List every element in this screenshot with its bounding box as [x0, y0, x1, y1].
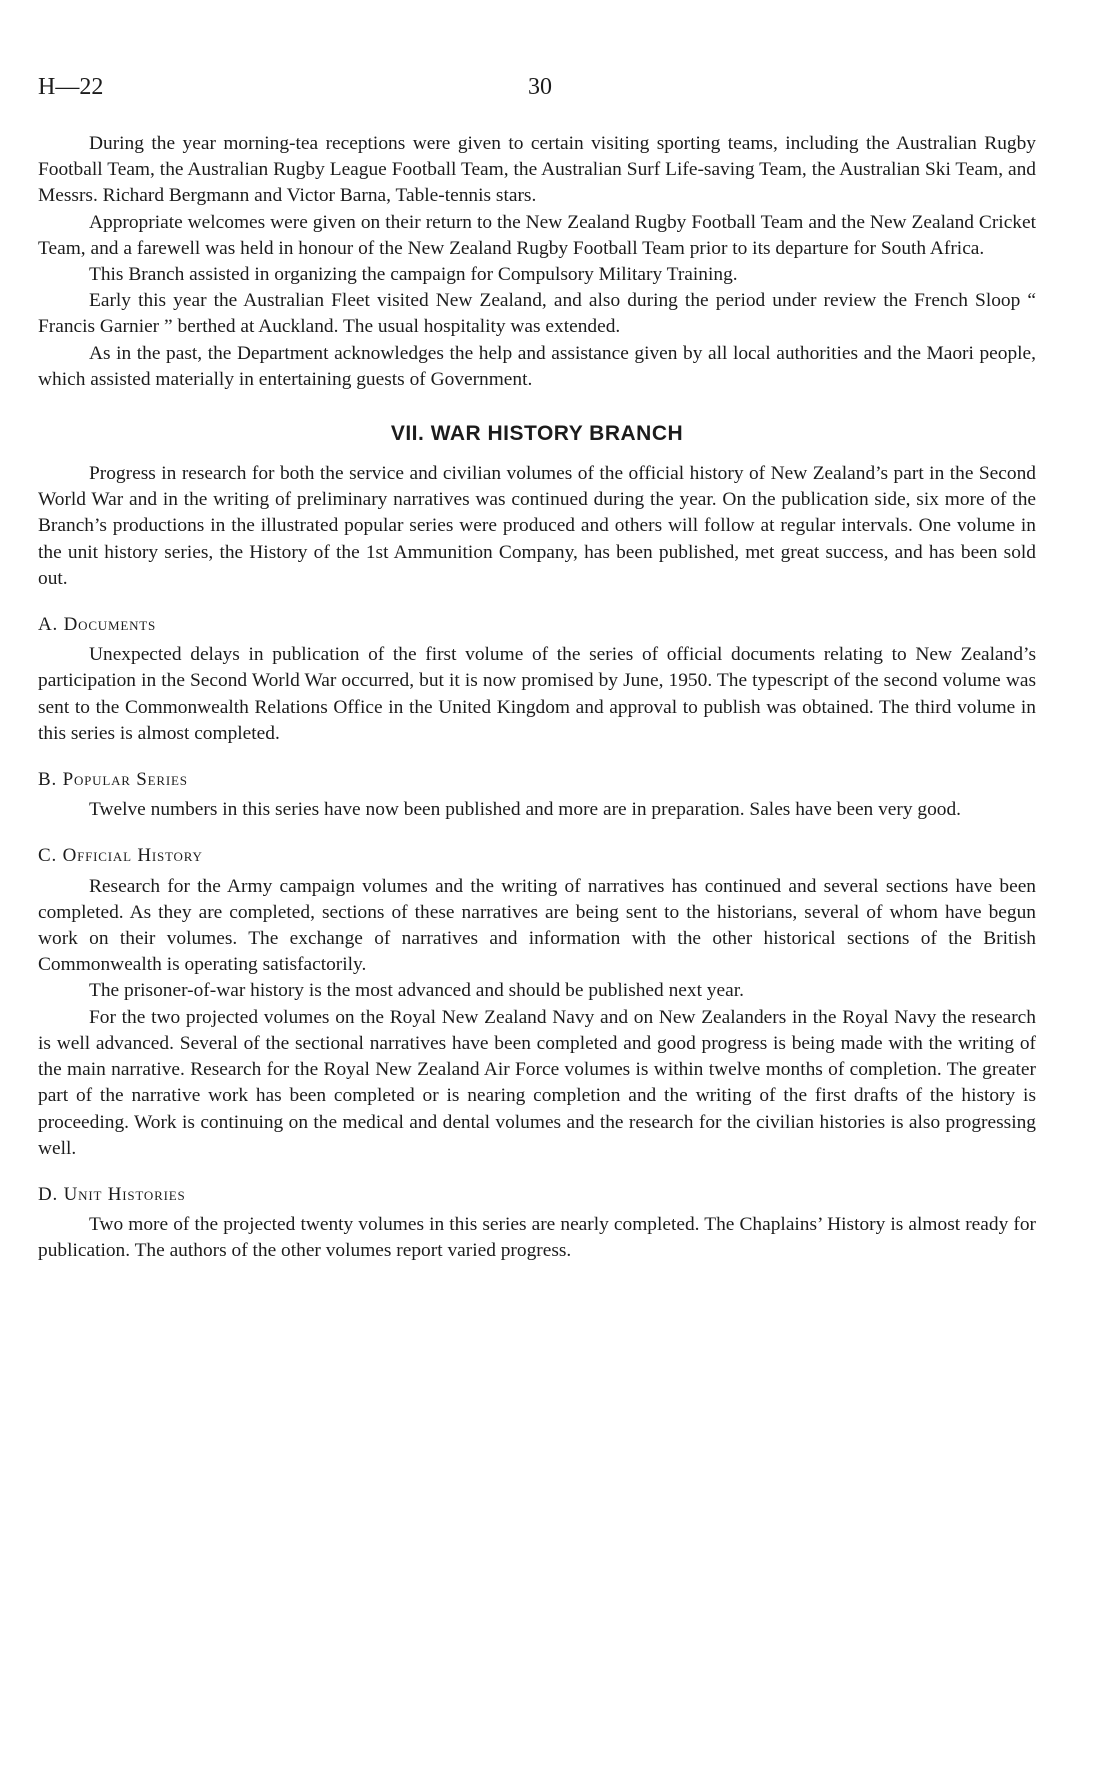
subsection-heading: A. Documents	[38, 614, 157, 636]
paragraph: Research for the Army campaign volumes and the writing of narratives has continued and several sections have been completed. As they are completed, sections of these narratives are being sent to the historians, several of whom have begun work on their volumes. The exchange of narratives and information with the other historical sections of the British Commonwealth is operating satisfactorily.	[38, 875, 1036, 976]
page-header	[38, 74, 1076, 104]
section-heading: VII. WAR HISTORY BRANCH	[390, 422, 684, 446]
document-reference: H—22	[38, 74, 104, 100]
paragraph: The prisoner-of-war history is the most advanced and should be published next year.	[89, 980, 744, 1002]
paragraph: Appropriate welcomes were given on their return to the New Zealand Rugby Football Team and the New Zealand Cricket Team, and a farewell was held in honour of the New Zealand Rugby Football Team prior to its departure for South Africa.	[38, 211, 1036, 259]
paragraph: During the year morning-tea receptions were given to certain visiting sporting teams, including the Australian Rugby Football Team, the Australian Rugby League Football Team, the Australian Surf Life-saving Team, the Australian Ski Team, and Messrs. Richard Bergmann and Victor Barna, Table-tennis stars.	[38, 133, 1036, 207]
page-number: 30	[528, 74, 552, 100]
paragraph: Unexpected delays in publication of the first volume of the series of official documents relating to New Zealand’s participation in the Second World War occurred, but it is now promised by June, 1950. The typescript of the second volume was sent to the Commonwealth Relations Office in the United Kingdom and approval to publish was obtained. The third volume in this series is almost completed.	[38, 644, 1036, 744]
subsection-heading: C. Official History	[38, 845, 203, 867]
subsection-heading: D. Unit Histories	[38, 1183, 186, 1205]
page-body	[38, 131, 1036, 1265]
paragraph: For the two projected volumes on the Royal New Zealand Navy and on New Zealanders in the Royal Navy the research is well advanced. Several of the sectional narratives have been completed and good progress is being made with the writing of the main narrative. Research for the Royal New Zealand Air Force volumes is within twelve months of completion. The greater part of the narrative work has been completed or is nearing completion and the writing of the first drafts of the history is proceeding. Work is continuing on the medical and dental volumes and the research for the civilian histories is also progressing well.	[38, 1006, 1036, 1159]
subsection-heading: B. Popular Series	[38, 769, 188, 791]
paragraph: Progress in research for both the service and civilian volumes of the official history of New Zealand’s part in the Second World War and in the writing of preliminary narratives was continued during the year. On the publication side, six more of the Branch’s productions in the illustrated popular series were produced and others will follow at regular intervals. One volume in the unit history series, the History of the 1st Ammunition Company, has been published, met great success, and has been sold out.	[38, 463, 1036, 589]
paragraph: Two more of the projected twenty volumes in this series are nearly completed. The Chaplains’ History is almost ready for publication. The authors of the other volumes report varied progress.	[38, 1214, 1036, 1262]
paragraph: As in the past, the Department acknowledges the help and assistance given by all local authorities and the Maori people, which assisted materially in entertaining guests of Government.	[38, 342, 1036, 390]
paragraph: Twelve numbers in this series have now been published and more are in preparation. Sales have been very good.	[89, 799, 962, 821]
paragraph: This Branch assisted in organizing the campaign for Compulsory Military Training.	[89, 264, 738, 286]
paragraph: Early this year the Australian Fleet visited New Zealand, and also during the period under review the French Sloop “ Francis Garnier ” berthed at Auckland. The usual hospitality was extended.	[38, 290, 1036, 338]
